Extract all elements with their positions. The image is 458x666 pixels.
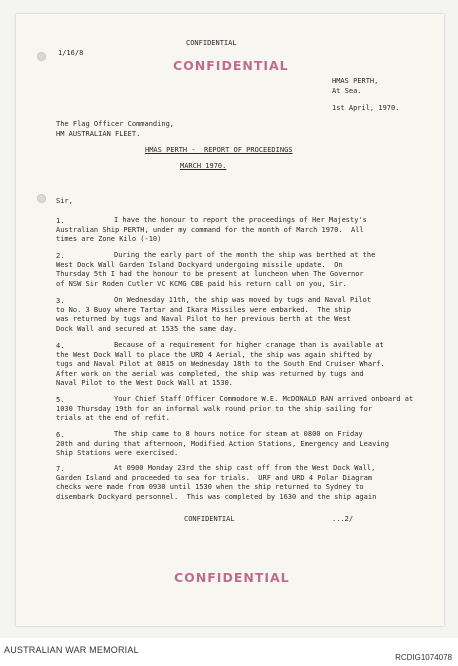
file-reference: 1/16/8 [58, 49, 84, 57]
confidential-stamp-top: CONFIDENTIAL [173, 58, 289, 73]
addressee-line-1: The Flag Officer Commanding, [56, 120, 175, 128]
paragraph-number: 2. [56, 252, 65, 260]
paragraph-body: I have the honour to report the proceedings of Her Majesty's Australian Ship PERTH, under my command for the month of March 1970. All times are Zone Kilo (-10) [56, 216, 367, 244]
page-continuation: ...2/ [332, 515, 354, 523]
paragraph-body: During the early part of the month the ship was berthed at the West Dock Wall Garden Island Dockyard undergoing missile update. On Thursday 5th I had the honour to be present at luncheon when The Governor of NSW Sir Roden Cutler VC KCMG CBE paid his return call on you, Sir. [56, 251, 376, 288]
paragraph-number: 3. [56, 297, 65, 305]
salutation: Sir, [56, 197, 73, 205]
paragraph-body: On Wednesday 11th, the ship was moved by tugs and Naval Pilot to No. 3 Buoy where Tartar and Ikara Missiles were embarked. The ship was returned by tugs and Naval Pilot to her previous berth at the West Dock Wall and secured at 1535 the same day. [56, 296, 372, 333]
confidential-stamp-bottom: CONFIDENTIAL [174, 570, 290, 585]
institution-name: AUSTRALIAN WAR MEMORIAL [4, 645, 139, 655]
report-title: HMAS PERTH - REPORT OF PROCEEDINGS [145, 146, 293, 154]
header-classification: CONFIDENTIAL [186, 39, 237, 47]
location: At Sea. [332, 87, 362, 95]
punch-hole [37, 52, 46, 61]
document-page [16, 14, 444, 626]
paragraph-number: 4. [56, 342, 65, 350]
report-subtitle: MARCH 1970. [180, 162, 227, 170]
punch-hole [37, 194, 46, 203]
paragraph-body: Your Chief Staff Officer Commodore W.E. McDONALD RAN arrived onboard at 1030 Thursday 19th for an informal walk round prior to the ship sailing for trials at the end of refit. [56, 395, 414, 423]
footer-classification: CONFIDENTIAL [184, 515, 235, 523]
paragraph-number: 1. [56, 217, 65, 225]
paragraph-body: Because of a requirement for higher cranage than is available at the West Dock Wall to place the URD 4 Aerial, the ship was again shifted by tugs and Naval Pilot at 0815 on Wednesday 18th to the South End Cruiser Wharf. After work on the aerial was completed, the ship was returned by tugs and Naval Pilot to the West Dock Wall at 1530. [56, 341, 385, 388]
paragraph-number: 6. [56, 431, 65, 439]
record-id: RCDIG1074078 [395, 653, 452, 662]
letter-date: 1st April, 1970. [332, 104, 400, 112]
paragraph-body: The ship came to 8 hours notice for steam at 0800 on Friday 20th and during that afternoon, Modified Action Stations, Emergency and Leaving Ship Stations were exercised. [56, 430, 389, 458]
paragraph-number: 5. [56, 396, 65, 404]
paragraph-number: 7. [56, 465, 65, 473]
paragraph-body: At 0900 Monday 23rd the ship cast off from the West Dock Wall, Garden Island and proceeded to sea for trials. URF and URD 4 Polar Diagram checks were made from 0930 until 1530 when the ship returned to Sydney to disembark Dockyard personnel. This was completed by 1630 and the ship again [56, 464, 377, 501]
archive-footer [0, 638, 458, 666]
ship-name: HMAS PERTH, [332, 77, 379, 85]
addressee-line-2: HM AUSTRALIAN FLEET. [56, 130, 141, 138]
